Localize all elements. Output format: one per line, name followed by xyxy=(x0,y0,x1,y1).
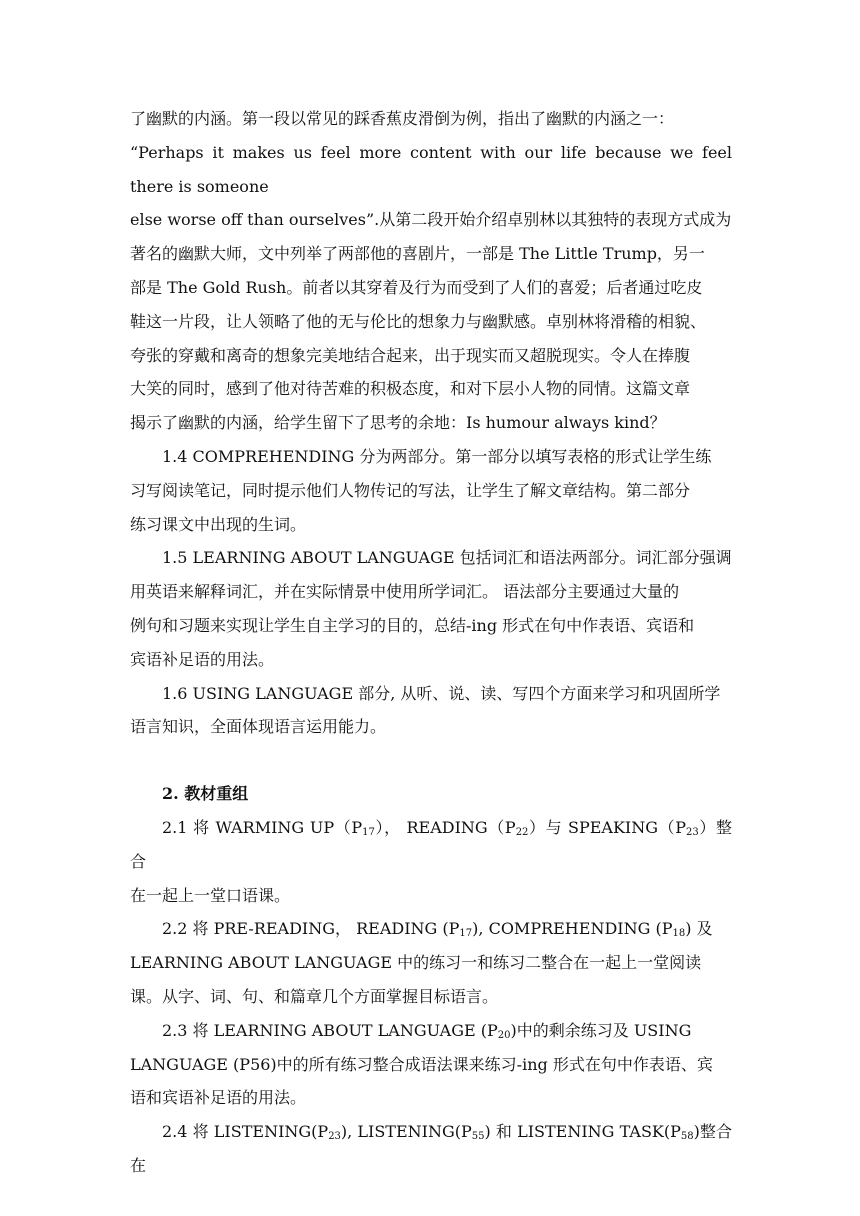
text-line: else worse off than ourselves”.从第二段开始介绍卓别林以其独特的表现方式成为 xyxy=(130,210,732,230)
text-line: 大笑的同时，感到了他对待苦难的积极态度，和对下层小人物的同情。这篇文章 xyxy=(130,379,691,399)
paragraph-2-3 xyxy=(130,1014,732,1115)
text-line: LANGUAGE (P56)中的所有练习整合成语法课来练习-ing 形式在句中作表语、宾 xyxy=(130,1054,713,1074)
text-line: 练习课文中出现的生词。 xyxy=(130,514,307,534)
text-line: 语和宾语补足语的用法。 xyxy=(130,1088,307,1108)
paragraph-intro xyxy=(130,102,732,440)
text-line: 著名的幽默大师，文中列举了两部他的喜剧片，一部是 The Little Trump，另一 xyxy=(130,244,705,264)
paragraph-2-1 xyxy=(130,811,732,912)
paragraph-1-4 xyxy=(130,440,732,541)
text-line: 部是 The Gold Rush。前者以其穿着及行为而受到了人们的喜爱；后者通过吃皮 xyxy=(130,277,703,297)
paragraph-2-4 xyxy=(130,1115,732,1183)
paragraph-2-2 xyxy=(130,912,732,1013)
text-line: 2.4 将 $LISTENING(P_{23})$, $LISTENING(P_{55})$ 和 LISTENING $TASK(P_{58})$整合在 xyxy=(130,1122,732,1175)
text-line: 1.6 USING LANGUAGE 部分, 从听、说、读、写四个方面来学习和巩固所学 xyxy=(162,683,721,703)
text-line: 2.3 将 LEARNING ABOUT LANGUAGE $(P_{20})$中的剩余练习及 USING xyxy=(162,1020,692,1041)
text-line: 揭示了幽默的内涵，给学生留下了思考的余地：Is humour always kind？ xyxy=(130,413,666,433)
text-line: 夸张的穿戴和离奇的想象完美地结合起来，出于现实而又超脱现实。令人在捧腹 xyxy=(130,345,691,365)
text-line: LEARNING ABOUT LANGUAGE 中的练习一和练习二整合在一起上一堂阅读 xyxy=(130,953,702,973)
text-line: 2.2 将 PRE-READING， READING $(P_{17})$, COMPREHENDING $(P_{18})$ 及 xyxy=(162,919,713,940)
text-line: 用英语来解释词汇，并在实际情景中使用所学词汇。 语法部分主要通过大量的 xyxy=(130,582,680,602)
text-line: 鞋这一片段，让人领略了他的无与伦比的想象力与幽默感。卓别林将滑稽的相貌、 xyxy=(130,311,707,331)
text-line: 语言知识，全面体现语言运用能力。 xyxy=(130,717,387,737)
paragraph-1-6 xyxy=(130,677,732,745)
text-line: 1.5 LEARNING ABOUT LANGUAGE 包括词汇和语法两部分。词汇部分强调 xyxy=(162,548,732,568)
text-line: 1.4 COMPREHENDING 分为两部分。第一部分以填写表格的形式让学生练 xyxy=(162,446,712,466)
text-line: 2.1 将 WARMING $UP(P_{17})$， $READING(P_{22})$与 $SPEAKING(P_{23})$整合 xyxy=(130,817,732,871)
document-page xyxy=(130,102,732,1183)
paragraph-1-5 xyxy=(130,541,732,676)
text-line: 宾语补足语的用法。 xyxy=(130,649,275,669)
text-line: 课。从字、词、句、和篇章几个方面掌握目标语言。 xyxy=(130,986,499,1006)
section-gap xyxy=(130,744,732,777)
text-line: 了幽默的内涵。第一段以常见的踩香蕉皮滑倒为例，指出了幽默的内涵之一： xyxy=(130,109,675,128)
text-line: 习写阅读笔记，同时提示他们人物传记的写法，让学生了解文章结构。第二部分 xyxy=(130,480,691,500)
text-line: “Perhaps it makes us feel more content with our life because we feel there is someone xyxy=(130,142,732,196)
text-line: 例句和习题来实现让学生自主学习的目的，总结-ing 形式在句中作表语、宾语和 xyxy=(130,615,695,635)
text-line: 在一起上一堂口语课。 xyxy=(130,885,291,905)
section-heading: 2. 教材重组 xyxy=(162,784,249,804)
